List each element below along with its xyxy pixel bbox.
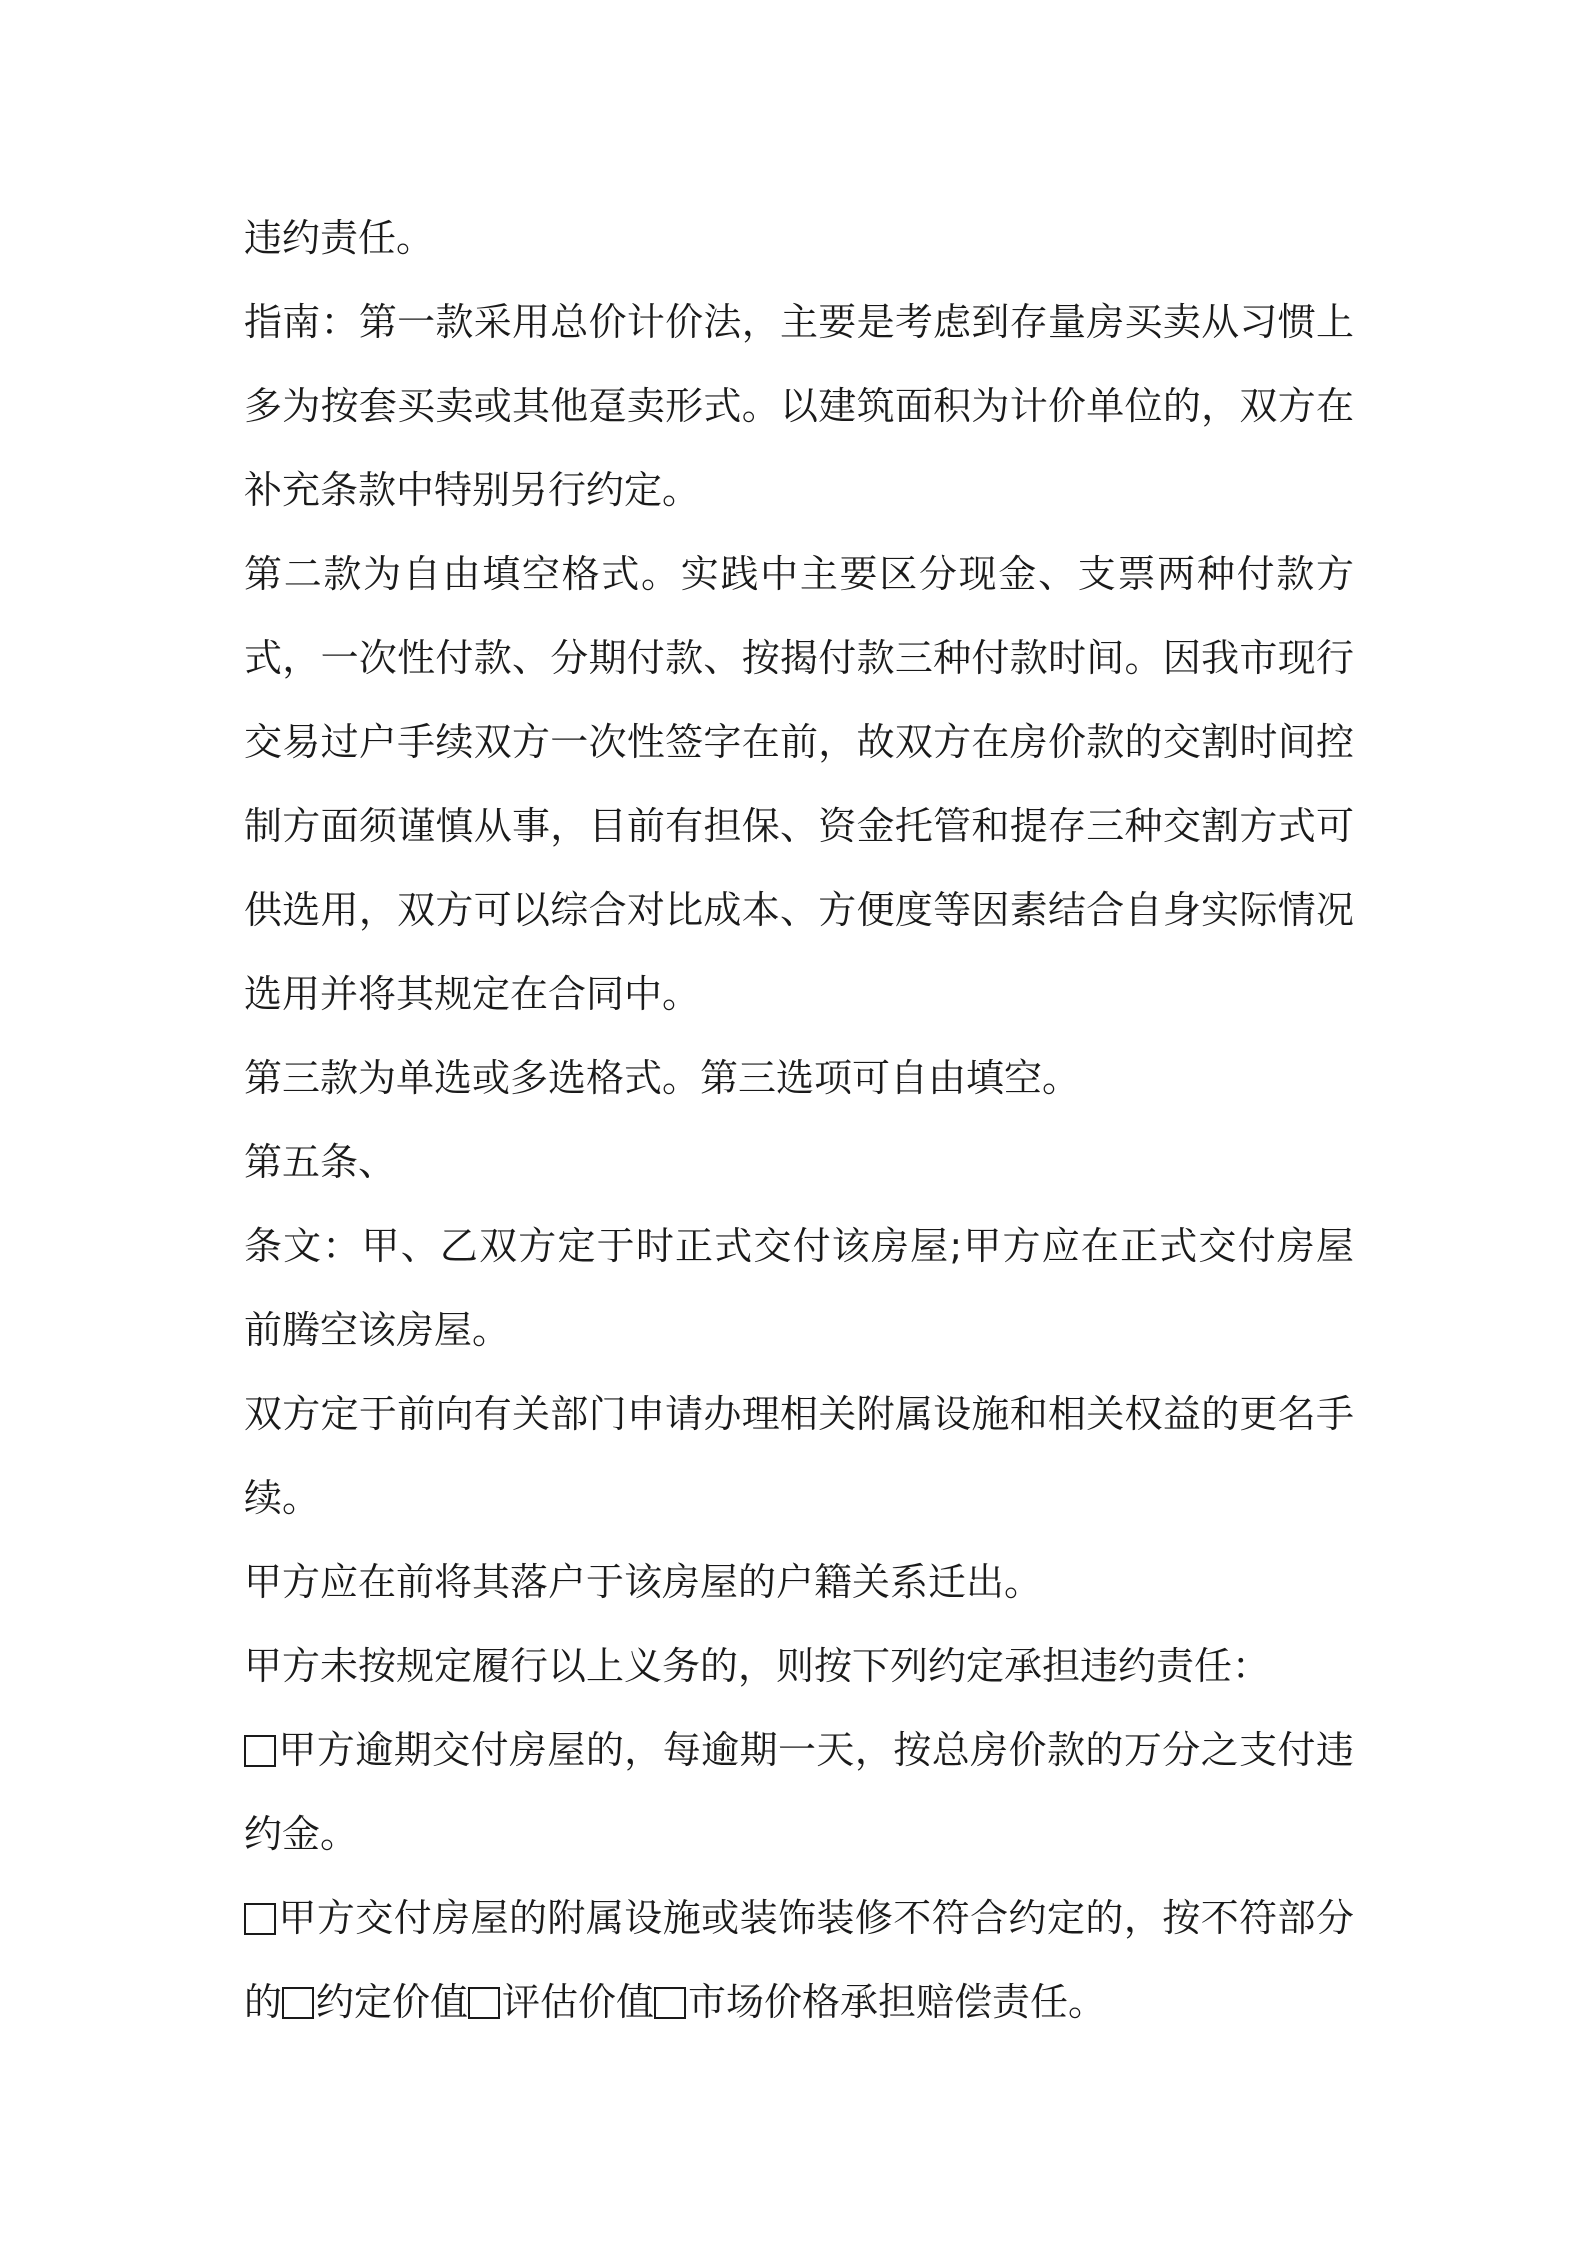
checkbox-nonconforming-facilities[interactable] [244,1903,276,1935]
document-body [244,196,1354,2044]
option-late-delivery-label: 甲方逾期交付房屋的，每逾期一天，按总房价款的万分之支付违约金。 [244,1728,1354,1856]
paragraph-guide-clause-3: 第三款为单选或多选格式。第三选项可自由填空。 [244,1056,1081,1100]
checkbox-agreed-value[interactable] [282,1987,314,2019]
paragraph-breach-liability: 违约责任。 [244,216,435,260]
checkbox-market-price[interactable] [654,1987,686,2019]
paragraph-guide-clause-1: 指南：第一款采用总价计价法，主要是考虑到存量房买卖从习惯上多为按套买卖或其他趸卖形式。以建筑面积为计价单位的，双方在补充条款中特别另行约定。 [244,300,1354,512]
option-nonconforming-facilities [244,1876,1354,2044]
paragraph-article-text: 条文：甲、乙双方定于时正式交付该房屋;甲方应在正式交付房屋前腾空该房屋。 [244,1224,1354,1352]
choice-market-price-label: 市场价格承担赔偿责任。 [688,1980,1107,2024]
choice-appraised-value-label: 评估价值 [502,1980,655,2024]
choice-agreed-value-label: 约定价值 [316,1980,469,2024]
paragraph-rename-procedure: 双方定于前向有关部门申请办理相关附属设施和相关权益的更名手续。 [244,1392,1354,1520]
article-five-heading: 第五条、 [244,1140,397,1184]
checkbox-late-delivery[interactable] [244,1735,276,1767]
paragraph-guide-clause-2: 第二款为自由填空格式。实践中主要区分现金、支票两种付款方式，一次性付款、分期付款、按揭付款三种付款时间。因我市现行交易过户手续双方一次性签字在前，故双方在房价款的交割时间控制方面须谨慎从事，目前有担保、资金托管和提存三种交割方式可供选用，双方可以综合对比成本、方便度等因素结合自身实际情况选用并将其规定在合同中。 [244,552,1354,1016]
option-late-delivery [244,1708,1354,1876]
paragraph-breach-terms: 甲方未按规定履行以上义务的，则按下列约定承担违约责任： [244,1644,1271,1688]
checkbox-appraised-value[interactable] [468,1987,500,2019]
paragraph-household-registration: 甲方应在前将其落户于该房屋的户籍关系迁出。 [244,1560,1043,1604]
option-nonconforming-label: 甲方交付房屋的附属设施或装饰装修不符合约定的，按不符部分的 [244,1896,1354,2024]
